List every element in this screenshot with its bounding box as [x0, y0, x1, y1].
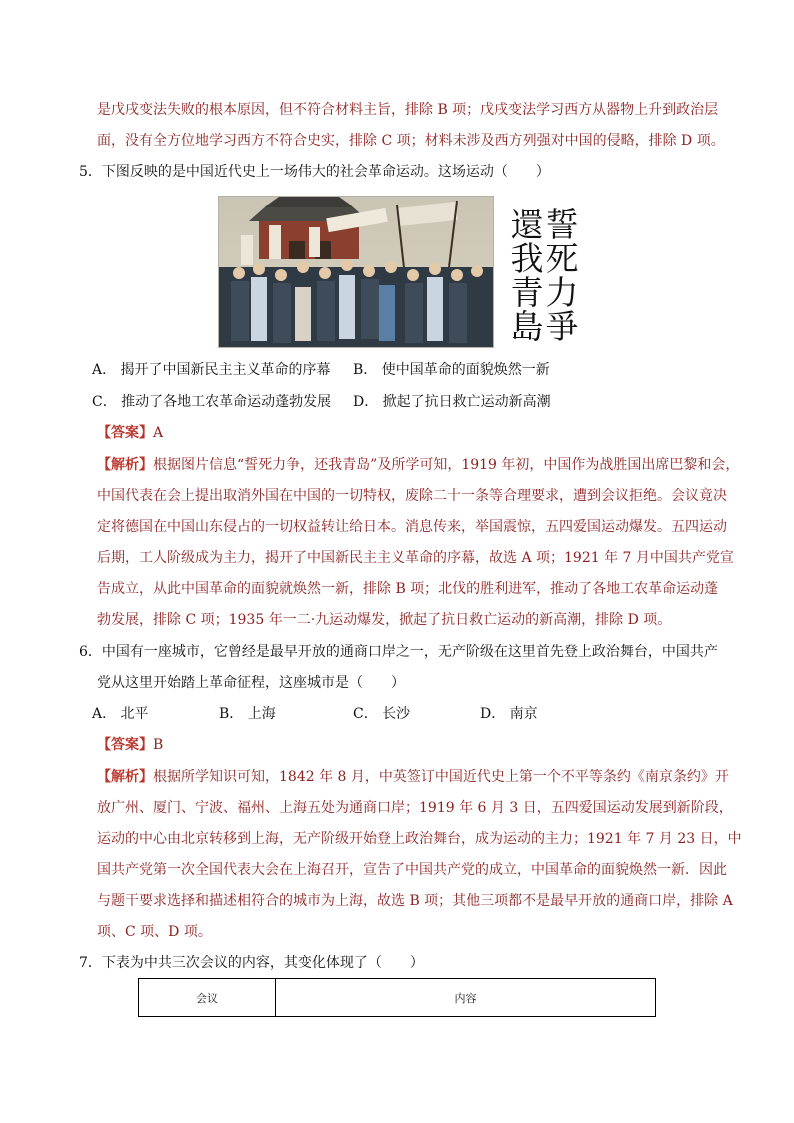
q5-option-a: A． 揭开了中国新民主主义革命的序幕: [92, 362, 331, 378]
q6-option-b: B． 上海: [219, 706, 276, 722]
prev-analysis-line-1: 是戊戌变法失败的根本原因，但不符合材料主旨，排除 B 项；戊戌变法学习西方从器物上升到政治层: [97, 102, 719, 118]
q7-stem: 7．下表为中共三次会议的内容，其变化体现了（ ）: [79, 955, 424, 971]
q6-analysis-line-2: 放广州、厦门、宁波、福州、上海五处为通商口岸；1919 年 6 月 3 日，五四爱国运动发展到新阶段，: [97, 800, 733, 816]
answer-tag: 【答案】: [97, 425, 153, 441]
q6-analysis-line-6: 项、C 项、D 项。: [97, 924, 212, 940]
table-header-meeting: 会议: [139, 979, 276, 1017]
q6-answer-value: B: [153, 737, 164, 753]
analysis-tag: 【解析】: [97, 769, 153, 785]
q6-option-c: C． 长沙: [353, 706, 411, 722]
q7-table: [138, 978, 656, 1017]
q5-answer: [97, 423, 163, 443]
protest-crowd-illustration: [219, 197, 493, 347]
q6-stem-line-1: 6．中国有一座城市，它曾经是最早开放的通商口岸之一，无产阶级在这里首先登上政治舞台，中国共产: [79, 644, 718, 660]
q6-answer: [97, 735, 163, 755]
q5-option-c: C． 推动了各地工农革命运动蓬勃发展: [92, 394, 332, 410]
q5-analysis-line-6: 勃发展，排除 C 项；1935 年一二·九运动爆发，掀起了抗日救亡运动的新高潮，排除 D 项。: [97, 612, 672, 628]
may-fourth-painting: [218, 196, 494, 348]
q5-option-d: D． 掀起了抗日救亡运动新高潮: [353, 394, 551, 410]
q6-analysis-line-1: 【解析】根据所学知识可知，1842 年 8 月，中英签订中国近代史上第一个不平等条约《南京条约》开: [97, 769, 729, 785]
answer-tag: 【答案】: [97, 737, 153, 753]
q6-option-d: D． 南京: [480, 706, 538, 722]
q5-stem: 5．下图反映的是中国近代史上一场伟大的社会革命运动。这场运动（ ）: [79, 164, 550, 180]
analysis-tag: 【解析】: [97, 457, 153, 473]
q5-analysis-line-2: 中国代表在会上提出取消外国在中国的一切特权，废除二十一条等合理要求，遭到会议拒绝。会议竟决: [97, 488, 727, 504]
slogan-left-column: 還我青島: [510, 205, 544, 346]
q5-answer-value: A: [153, 425, 164, 441]
q5-analysis-line-5: 告成立，从此中国革命的面貌就焕然一新，排除 B 项；北伐的胜利进军，推动了各地工农革命运动蓬: [97, 581, 719, 597]
q5-analysis-line-4: 后期，工人阶级成为主力，揭开了中国新民主主义革命的序幕，故选 A 项；1921 年 7 月中国共产党宣: [97, 550, 734, 566]
q5-analysis-line-1: 【解析】根据图片信息“誓死力争，还我青岛”及所学可知，1919 年初，中国作为战胜国出席巴黎和会，: [97, 457, 740, 473]
q6-analysis-line-3: 运动的中心由北京转移到上海，无产阶级开始登上政治舞台，成为运动的主力；1921 年 7 月 23 日，中: [97, 831, 742, 847]
q5-option-b: B． 使中国革命的面貌焕然一新: [353, 362, 550, 378]
prev-analysis-line-2: 面，没有全方位地学习西方不符合史实，排除 C 项；材料未涉及西方列强对中国的侵略，排除 D 项。: [97, 133, 725, 149]
table-header-row: [139, 979, 656, 1017]
q5-analysis-line-3: 定将德国在中国山东侵占的一切权益转让给日本。消息传来，举国震惊，五四爱国运动爆发。五四运动: [97, 519, 727, 535]
q6-stem-line-2: 党从这里开始踏上革命征程，这座城市是（ ）: [97, 675, 405, 691]
q6-analysis-line-4: 国共产党第一次全国代表大会在上海召开，宣告了中国共产党的成立，中国革命的面貌焕然一新．因此: [97, 862, 727, 878]
q6-option-a: A． 北平: [92, 706, 149, 722]
slogan-right-column: 誓死力爭: [545, 205, 579, 346]
table-header-content: 内容: [276, 979, 656, 1017]
q6-analysis-line-5: 与题干要求选择和描述相符合的城市为上海，故选 B 项；其他三项都不是最早开放的通商口岸，排除 A: [97, 893, 733, 909]
